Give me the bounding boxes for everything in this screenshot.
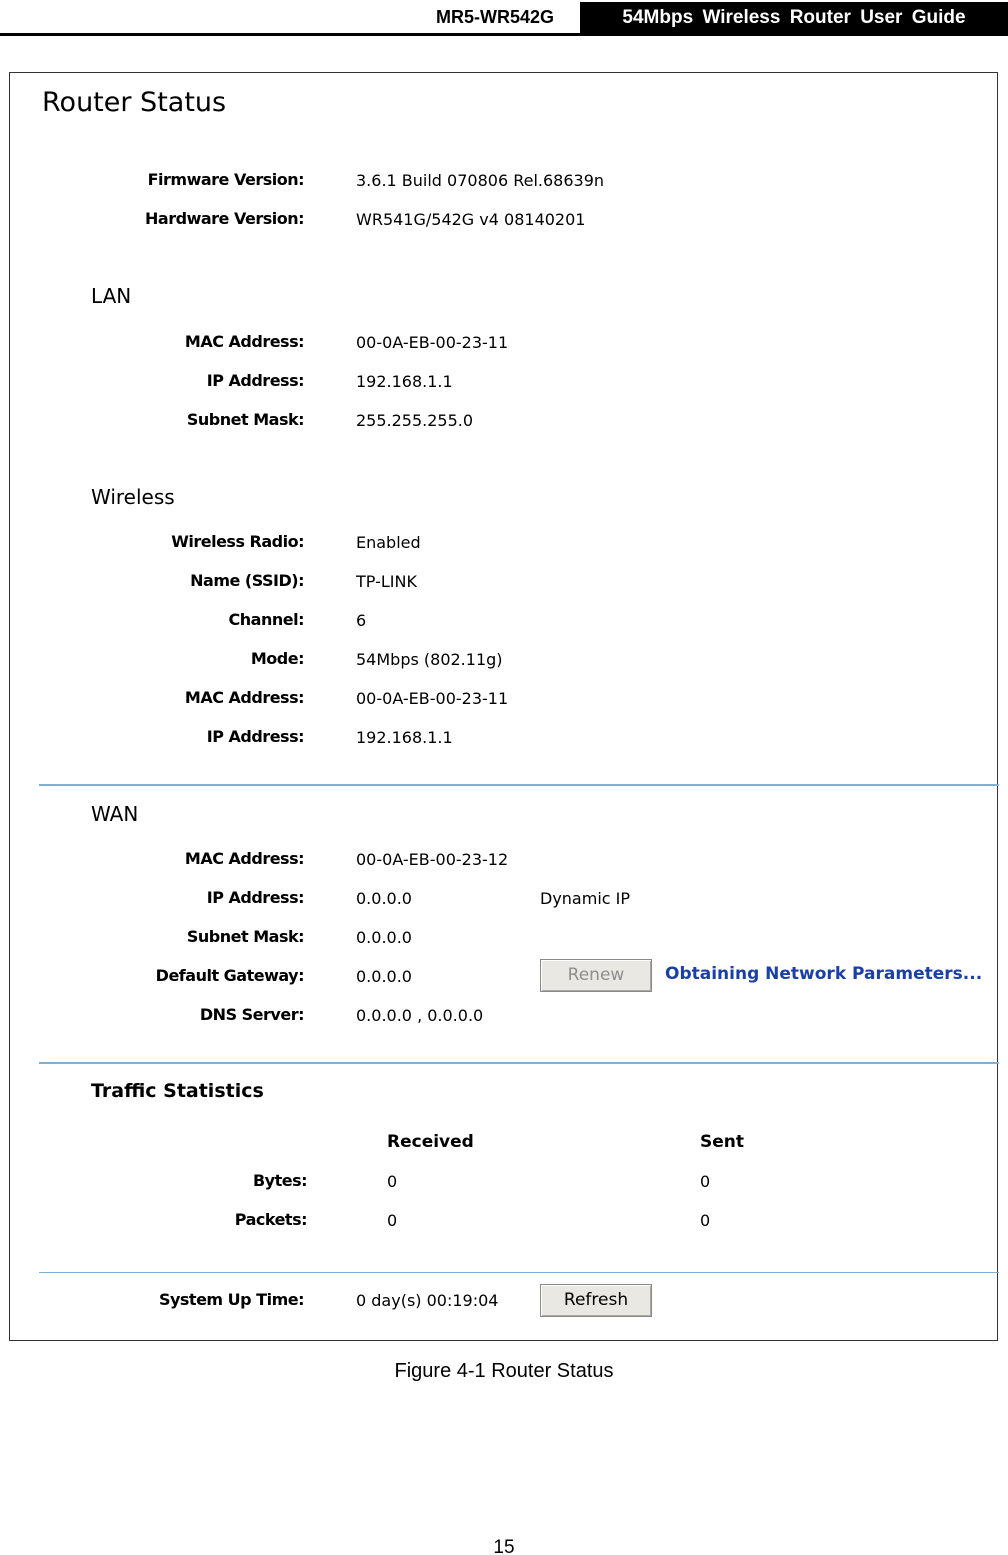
- wireless-mode-label: Mode:: [250, 649, 304, 668]
- wan-mask-value: 0.0.0.0: [356, 928, 412, 947]
- lan-mac-value: 00-0A-EB-00-23-11: [356, 333, 509, 352]
- wireless-channel-label: Channel:: [228, 610, 304, 629]
- lan-ip-value: 192.168.1.1: [356, 372, 453, 391]
- traffic-heading: Traffic Statistics: [91, 1080, 264, 1102]
- section-divider: [39, 1272, 999, 1273]
- lan-heading: LAN: [91, 284, 132, 308]
- wan-ip-value: 0.0.0.0: [356, 889, 412, 908]
- wireless-ssid-value: TP-LINK: [356, 572, 417, 591]
- lan-mask-label: Subnet Mask:: [186, 410, 304, 429]
- wireless-mac-label: MAC Address:: [184, 688, 304, 707]
- wireless-radio-label: Wireless Radio:: [171, 532, 304, 551]
- traffic-bytes-received: 0: [387, 1172, 398, 1191]
- wan-gateway-value: 0.0.0.0: [356, 967, 412, 986]
- traffic-bytes-label: Bytes:: [252, 1171, 307, 1190]
- wireless-heading: Wireless: [91, 485, 175, 509]
- page-number: 15: [493, 1537, 515, 1555]
- refresh-button[interactable]: Refresh: [540, 1284, 652, 1317]
- wan-heading: WAN: [91, 802, 139, 826]
- firmware-label: Firmware Version:: [147, 170, 304, 189]
- header-guide-title: 54Mbps Wireless Router User Guide: [580, 2, 1008, 33]
- section-divider: [39, 784, 999, 786]
- uptime-label: System Up Time:: [158, 1290, 304, 1309]
- wireless-ip-label: IP Address:: [206, 727, 304, 746]
- wireless-ip-value: 192.168.1.1: [356, 728, 453, 747]
- wan-dns-label: DNS Server:: [199, 1005, 304, 1024]
- wan-mask-label: Subnet Mask:: [186, 927, 304, 946]
- traffic-packets-received: 0: [387, 1211, 398, 1230]
- wan-ip-type: Dynamic IP: [540, 889, 631, 908]
- wireless-mode-value: 54Mbps (802.11g): [356, 650, 503, 669]
- section-divider: [39, 1062, 999, 1064]
- traffic-col-received: Received: [387, 1132, 474, 1152]
- wan-gateway-label: Default Gateway:: [155, 966, 304, 985]
- wireless-radio-value: Enabled: [356, 533, 421, 552]
- traffic-bytes-sent: 0: [700, 1172, 711, 1191]
- lan-mask-value: 255.255.255.0: [356, 411, 474, 430]
- uptime-value: 0 day(s) 00:19:04: [356, 1291, 499, 1310]
- traffic-col-sent: Sent: [700, 1132, 745, 1152]
- lan-ip-label: IP Address:: [206, 371, 304, 390]
- wan-mac-label: MAC Address:: [184, 849, 304, 868]
- lan-mac-label: MAC Address:: [184, 332, 304, 351]
- router-status-panel: [9, 72, 998, 1341]
- hardware-value: WR541G/542G v4 08140201: [356, 210, 586, 229]
- wireless-ssid-label: Name (SSID):: [190, 571, 304, 590]
- page-title: Router Status: [42, 87, 227, 118]
- hardware-label: Hardware Version:: [145, 209, 304, 228]
- header-rule: [0, 33, 1008, 36]
- wan-status-message: Obtaining Network Parameters...: [665, 964, 983, 984]
- wireless-mac-value: 00-0A-EB-00-23-11: [356, 689, 509, 708]
- firmware-value: 3.6.1 Build 070806 Rel.68639n: [356, 171, 605, 190]
- traffic-packets-sent: 0: [700, 1211, 711, 1230]
- renew-button[interactable]: Renew: [540, 959, 652, 992]
- wan-dns-value: 0.0.0.0 , 0.0.0.0: [356, 1006, 484, 1025]
- figure-caption: Figure 4-1 Router Status: [394, 1360, 614, 1382]
- traffic-packets-label: Packets:: [234, 1210, 307, 1229]
- wan-ip-label: IP Address:: [206, 888, 304, 907]
- wireless-channel-value: 6: [356, 611, 367, 630]
- wan-mac-value: 00-0A-EB-00-23-12: [356, 850, 509, 869]
- header-model: MR5-WR542G: [410, 2, 580, 33]
